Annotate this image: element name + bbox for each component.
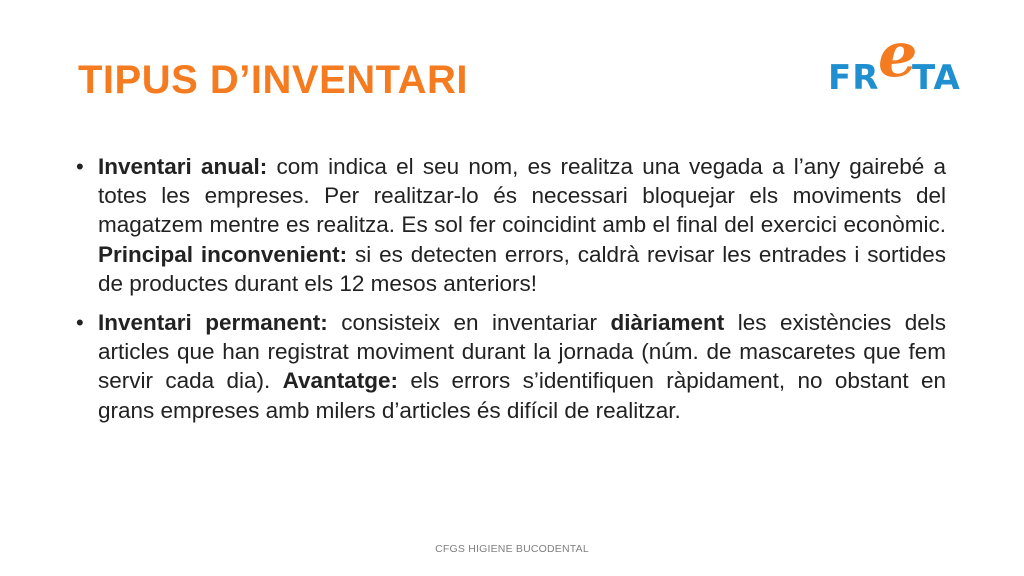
permanent-inventory-text: consisteix en inventariar xyxy=(327,310,611,336)
slide-footer: CFGS HIGIENE BUCODENTAL xyxy=(435,543,589,555)
bullet-permanent-inventory xyxy=(76,308,946,425)
logo-text-right: TA xyxy=(912,58,961,98)
slide-title: TIPUS D’INVENTARI xyxy=(78,58,469,102)
permanent-inventory-text-2: les existències dels articles que han registrat moviment durant la jornada (núm. de mascaretes que fem servir cada dia). xyxy=(98,310,946,394)
annual-inventory-label: Inventari anual: xyxy=(98,154,268,179)
logo-text-left: FR xyxy=(828,58,880,98)
main-drawback-text: si es detecten errors, caldrà revisar les entrades i sortides de productes durant els 12 mesos anteriors! xyxy=(98,241,946,296)
freta-logo xyxy=(828,18,978,110)
bullet-dot-icon: • xyxy=(76,154,84,179)
logo-accent-letter: e xyxy=(878,18,918,91)
annual-inventory-text: com indica el seu nom, es realitza una vegada a l’any gairebé a totes les empreses. Per realitzar-lo és necessari bloquejar els moviments del magatzem mentre es realitza. Es sol fer coincidint amb el final del exercici econòmic. xyxy=(98,154,946,238)
main-drawback-label: Principal inconvenient: xyxy=(98,241,348,267)
daily-emphasis: diàriament xyxy=(610,310,725,336)
advantage-label: Avantatge: xyxy=(282,368,399,394)
advantage-text: els errors s’identifiquen ràpidament, no obstant en grans empreses amb milers d’articles és difícil de realitzar. xyxy=(98,368,947,423)
permanent-inventory-label: Inventari permanent: xyxy=(98,310,328,336)
bullet-list xyxy=(76,152,946,435)
bullet-annual-inventory xyxy=(76,152,946,298)
bullet-dot-icon: • xyxy=(76,310,84,336)
